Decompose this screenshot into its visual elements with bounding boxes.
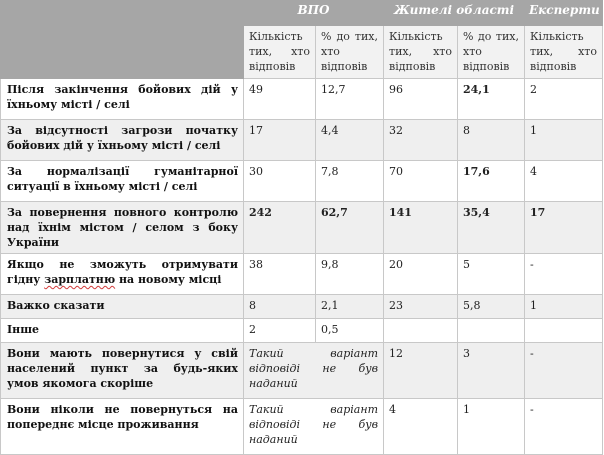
table-row <box>1 202 603 254</box>
subheader-res-percent: % до тих, хто відповів <box>458 26 525 79</box>
row-label <box>1 254 244 295</box>
group-header-experts: Експерти <box>525 1 603 26</box>
subheader-vpo-percent: % до тих, хто відповів <box>316 26 384 79</box>
cell-exp-count: 1 <box>525 120 603 161</box>
cell-res-percent: 8 <box>458 120 525 161</box>
cell-vpo-not-provided: Такий варіант відповіді не був наданий <box>244 399 384 455</box>
cell-vpo-count: 49 <box>244 79 316 120</box>
row-label: Після закінчення бойових дій у їхньому місті / селі <box>1 79 244 120</box>
row-label: За нормалізації гуманітарної ситуації в їхньому місті / селі <box>1 161 244 202</box>
cell-vpo-percent: 4,4 <box>316 120 384 161</box>
cell-vpo-count: 242 <box>244 202 316 254</box>
cell-res-percent: 17,6 <box>458 161 525 202</box>
cell-res-count: 141 <box>384 202 458 254</box>
cell-res-count: 12 <box>384 343 458 399</box>
row-label: Важко сказати <box>1 295 244 319</box>
cell-res-percent: 1 <box>458 399 525 455</box>
cell-vpo-percent: 7,8 <box>316 161 384 202</box>
cell-res-percent: 5,8 <box>458 295 525 319</box>
cell-res-count: 96 <box>384 79 458 120</box>
table-row <box>1 343 603 399</box>
cell-exp-count <box>525 319 603 343</box>
cell-res-count: 20 <box>384 254 458 295</box>
cell-exp-count: 2 <box>525 79 603 120</box>
cell-vpo-count: 30 <box>244 161 316 202</box>
cell-res-percent: 24,1 <box>458 79 525 120</box>
cell-res-percent: 35,4 <box>458 202 525 254</box>
row-label: Інше <box>1 319 244 343</box>
row-label-spellcheck-word: зарплатню <box>44 273 116 286</box>
group-header-row <box>1 1 603 26</box>
cell-res-percent <box>458 319 525 343</box>
cell-exp-count: - <box>525 254 603 295</box>
cell-res-percent: 5 <box>458 254 525 295</box>
cell-res-count: 23 <box>384 295 458 319</box>
cell-vpo-count: 17 <box>244 120 316 161</box>
subheader-exp-count: Кількість тих, хто відповів <box>525 26 603 79</box>
cell-res-count: 70 <box>384 161 458 202</box>
table-row <box>1 295 603 319</box>
cell-vpo-percent: 12,7 <box>316 79 384 120</box>
row-label: Вони мають повернутися у свій населений пункт за будь-яких умов якомога скоріше <box>1 343 244 399</box>
subheader-vpo-count: Кількість тих, хто відповів <box>244 26 316 79</box>
cell-exp-count: 1 <box>525 295 603 319</box>
row-label: Вони ніколи не повернуться на попереднє місце проживання <box>1 399 244 455</box>
cell-res-count: 4 <box>384 399 458 455</box>
table-row <box>1 120 603 161</box>
cell-vpo-percent: 62,7 <box>316 202 384 254</box>
cell-exp-count: - <box>525 343 603 399</box>
table-row <box>1 319 603 343</box>
header-corner <box>1 1 244 79</box>
row-label: За повернення повного контролю над їхнім містом / селом з боку України <box>1 202 244 254</box>
cell-exp-count: 17 <box>525 202 603 254</box>
table-row <box>1 79 603 120</box>
cell-res-count <box>384 319 458 343</box>
cell-vpo-count: 38 <box>244 254 316 295</box>
row-label-pre: Якщо не зможуть отримувати гідну <box>7 258 238 286</box>
cell-vpo-count: 8 <box>244 295 316 319</box>
table-row <box>1 161 603 202</box>
cell-vpo-percent: 2,1 <box>316 295 384 319</box>
cell-exp-count: - <box>525 399 603 455</box>
cell-res-count: 32 <box>384 120 458 161</box>
row-label: За відсутності загрози початку бойових дій у їхньому місті / селі <box>1 120 244 161</box>
group-header-vpo: ВПО <box>244 1 384 26</box>
cell-res-percent: 3 <box>458 343 525 399</box>
row-label-post: на новому місці <box>115 273 222 286</box>
group-header-residents: Жителі області <box>384 1 525 26</box>
table-row <box>1 399 603 455</box>
cell-vpo-count: 2 <box>244 319 316 343</box>
cell-vpo-not-provided: Такий варіант відповіді не був наданий <box>244 343 384 399</box>
cell-vpo-percent: 9,8 <box>316 254 384 295</box>
cell-exp-count: 4 <box>525 161 603 202</box>
table-row <box>1 254 603 295</box>
subheader-res-count: Кількість тих, хто відповів <box>384 26 458 79</box>
cell-vpo-percent: 0,5 <box>316 319 384 343</box>
